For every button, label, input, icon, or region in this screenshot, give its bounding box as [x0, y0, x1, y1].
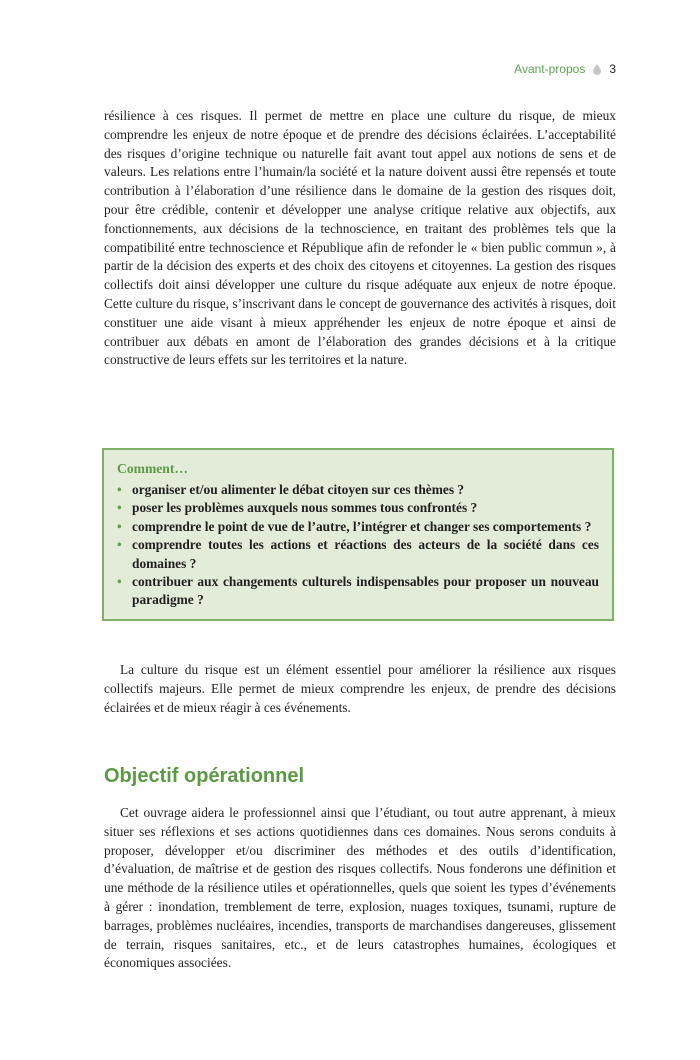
body-paragraph-1: résilience à ces risques. Il permet de mettre en place une culture du risque, de mieux comprendre les enjeux de notre époque et de prendre des décisions éclairées. L’acceptabilité des risques d’origine technique ou naturelle fait avant tout appel aux notions de sens et de valeurs. Les relations entre l’humain/la société et la nature doivent aussi être repensés et toute contribution à l’élaboration d’une résilience dans le domaine de la gestion des risques doit, pour être crédible, contenir et développer une analyse critique relative aux objectifs, aux fonctionnements, aux décisions de la technoscience, en traitant des problèmes tels que la compatibilité entre technoscience et République afin de refonder le « bien public commun », à partir de la décision des experts et des choix des citoyens et citoyennes. La gestion des risques collectifs doit ainsi développer une culture du risque adéquate aux enjeux de notre époque. Cette culture du risque, s’inscrivant dans le concept de gouvernance des activités à risques, doit constituer une aide visant à mieux appréhender les enjeux de notre époque et ainsi de contribuer aux débats en amont de l’élaboration des grandes décisions et à la critique constructive de leurs effets sur les territoires et la nature.	[104, 108, 616, 368]
callout-item-text: comprendre le point de vue de l’autre, l’intégrer et changer ses comportements ?	[132, 518, 592, 534]
bullet-icon: •	[117, 500, 122, 516]
callout-item	[117, 499, 599, 517]
callout-item	[117, 536, 599, 573]
header-section-title: Avant-propos	[514, 62, 586, 76]
bullet-icon: •	[117, 574, 122, 590]
bullet-icon: •	[117, 537, 122, 553]
callout-item-text: contribuer aux changements culturels indispensables pour proposer un nouveau paradigme ?	[132, 574, 599, 608]
callout-item	[117, 518, 599, 536]
body-paragraph-3: Cet ouvrage aidera le professionnel ainsi que l’étudiant, ou tout autre apprenant, à mieux situer ses réflexions et ses actions quotidiennes dans ces domaines. Nous serons conduits à proposer, développer et/ou discriminer des méthodes et des outils d’identification, d’évaluation, de maîtrise et de gestion des risques collectifs. Nous fonderons une définition et une méthode de la résilience utiles et opérationnelles, quels que soient les types d’événements à gérer : inondation, tremblement de terre, explosion, nuages toxiques, tsunami, rupture de barrages, problèmes nucléaires, incendies, transports de marchandises dangereuses, glissement de terrain, risques sanitaires, etc., et de leurs catastrophes humaines, écologiques et économiques associées.	[104, 805, 616, 971]
callout-item	[117, 573, 599, 610]
bullet-icon: •	[117, 482, 122, 497]
callout-title: Comment…	[117, 461, 188, 476]
running-header	[514, 62, 616, 76]
drop-icon	[593, 64, 601, 75]
section-heading: Objectif opérationnel	[104, 765, 305, 787]
body-paragraph-2: La culture du risque est un élément essentiel pour améliorer la résilience aux risques collectifs majeurs. Elle permet de mieux comprendre les enjeux, de prendre des décisions éclairées et de mieux réagir à ces événements.	[104, 662, 616, 715]
callout-item-text: comprendre toutes les actions et réactions des acteurs de la société dans ces domaines ?	[132, 537, 599, 571]
callout-item-text: poser les problèmes auxquels nous sommes tous confrontés ?	[132, 500, 478, 516]
callout-item	[117, 481, 599, 499]
page-number: 3	[609, 62, 616, 76]
callout-box	[102, 448, 614, 621]
bullet-icon: •	[117, 518, 122, 534]
callout-list	[117, 481, 599, 610]
callout-item-text: organiser et/ou alimenter le débat citoyen sur ces thèmes ?	[132, 482, 465, 497]
